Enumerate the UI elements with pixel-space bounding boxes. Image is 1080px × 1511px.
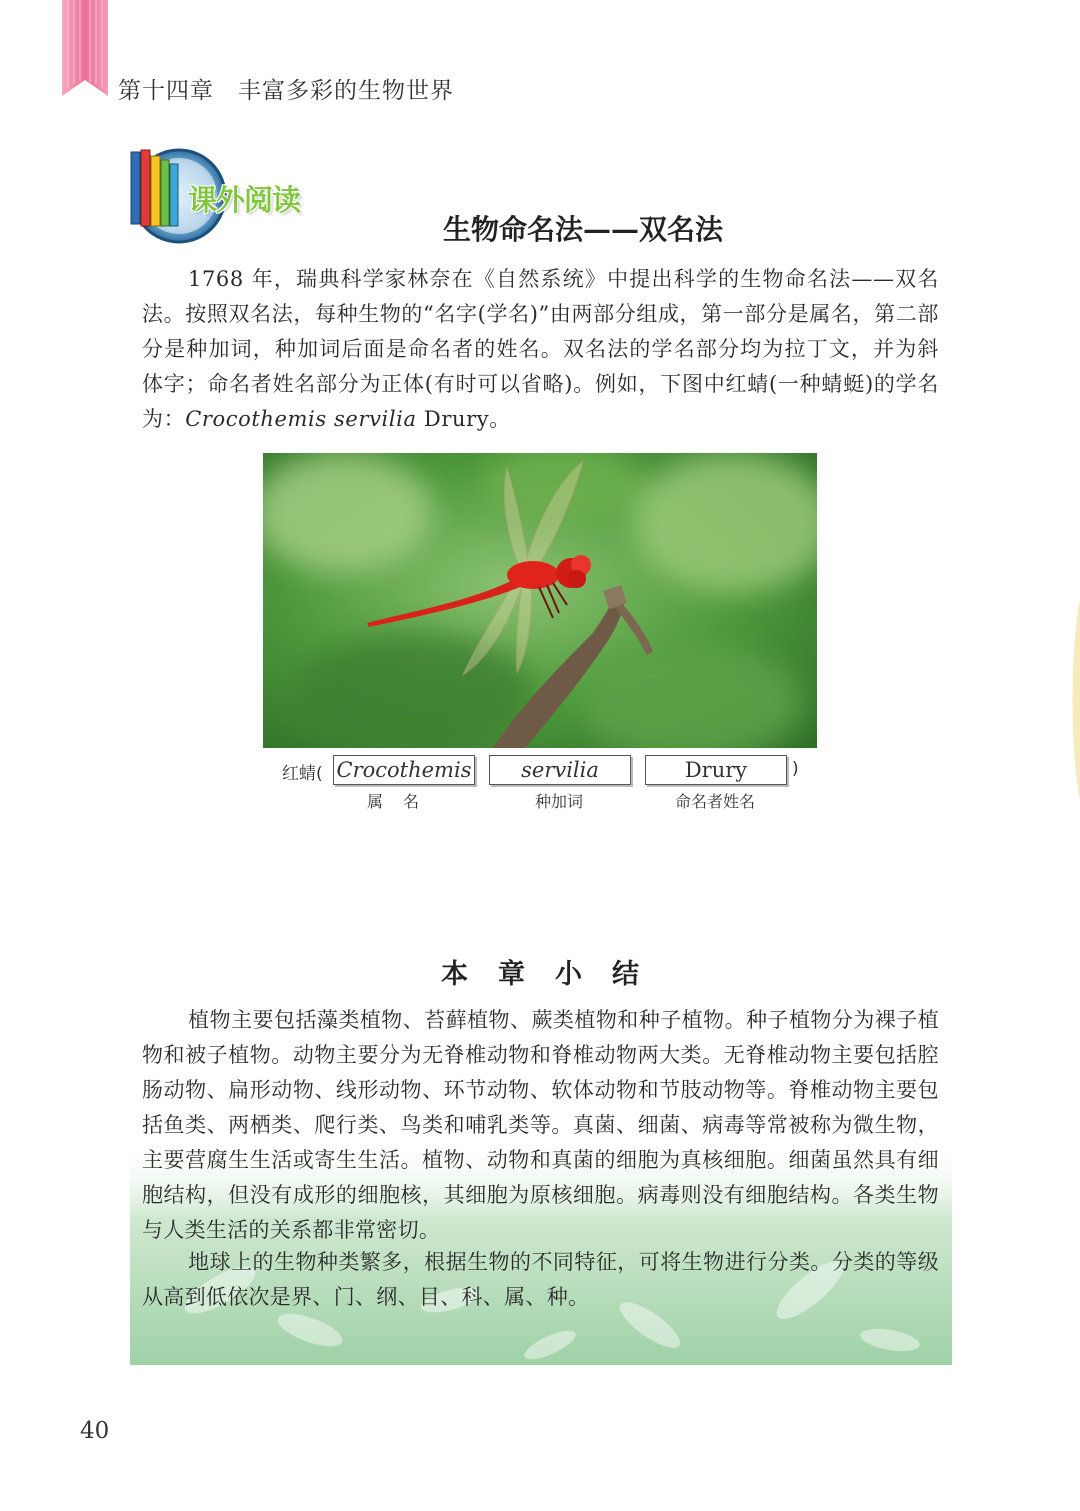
genus-caption: 属名 bbox=[366, 792, 439, 811]
chapter-title: 第十四章 丰富多彩的生物世界 bbox=[118, 78, 454, 104]
summary-title: 本章小结 bbox=[441, 959, 669, 990]
species-name-box: servilia bbox=[489, 755, 631, 785]
reading-paragraph bbox=[142, 262, 939, 437]
author-caption: 命名者姓名 bbox=[674, 792, 755, 811]
summary-paragraph-2 bbox=[142, 1245, 939, 1315]
author-name-box: Drury bbox=[645, 755, 787, 785]
species-caption: 种加词 bbox=[534, 792, 583, 811]
summary-paragraph-2-text: 地球上的生物种类繁多，根据生物的不同特征，可将生物进行分类。分类的等级从高到低依次是界、门、纲、目、科、属、种。 bbox=[142, 1250, 939, 1309]
reading-line-5-prefix: (一种蜻蜓)的学名为： bbox=[142, 372, 939, 431]
page-number: 40 bbox=[80, 1418, 110, 1444]
reading-line-5-suffix: 。 bbox=[489, 407, 511, 431]
reading-badge-label: 课外阅读 bbox=[188, 183, 301, 217]
sci-name-author: Drury bbox=[423, 407, 490, 431]
figure-name-prefix: 红蜻( bbox=[282, 764, 323, 784]
summary-paragraph-1-text: 植物主要包括藻类植物、苔藓植物、蕨类植物和种子植物。种子植物分为裸子植物和被子植物。动物主要分为无脊椎动物和脊椎动物两大类。无脊椎动物主要包括腔肠动物、扁形动物、线形动物、环节动物、软体动物和节肢动物等。脊椎动物主要包括鱼类、两栖类、爬行类、鸟类和哺乳类等。真菌、细菌、病毒等常被称为微生物，主要营腐生生活或寄生生活。植物、动物和真菌的细胞为真核细胞。细菌虽然具有细胞结构，但没有成形的细胞核，其细胞为原核细胞。病毒则没有细胞结构。各类生物与人类生活的关系都非常密切。 bbox=[142, 1008, 939, 1242]
figure-name-suffix: ) bbox=[792, 759, 799, 779]
summary-paragraph-1 bbox=[142, 1003, 939, 1248]
reading-line-4: 文，并为斜体字；命名者姓名部分为正体(有时可以省略)。例如，下图中红蜻 bbox=[142, 337, 939, 396]
dragonfly-photo bbox=[263, 453, 817, 748]
reading-title: 生物命名法——双名法 bbox=[442, 213, 723, 246]
sci-name-genus: Crocothemis bbox=[185, 407, 327, 431]
sci-name-species: servilia bbox=[334, 407, 417, 431]
reading-line-2: 名法。按照双名法，每种生物的“名字(学名)”由两部分组成，第一部分是属名， bbox=[142, 267, 939, 326]
page-edge-decoration bbox=[1066, 600, 1080, 800]
chapter-tab-ribbon bbox=[62, 0, 108, 96]
genus-name-box: Crocothemis bbox=[333, 755, 475, 785]
reading-line-3: 第二部分是种加词，种加词后面是命名者的姓名。双名法的学名部分均为拉丁 bbox=[142, 302, 939, 361]
reading-line-1: 1768 年，瑞典科学家林奈在《自然系统》中提出科学的生物命名法——双 bbox=[188, 267, 918, 291]
